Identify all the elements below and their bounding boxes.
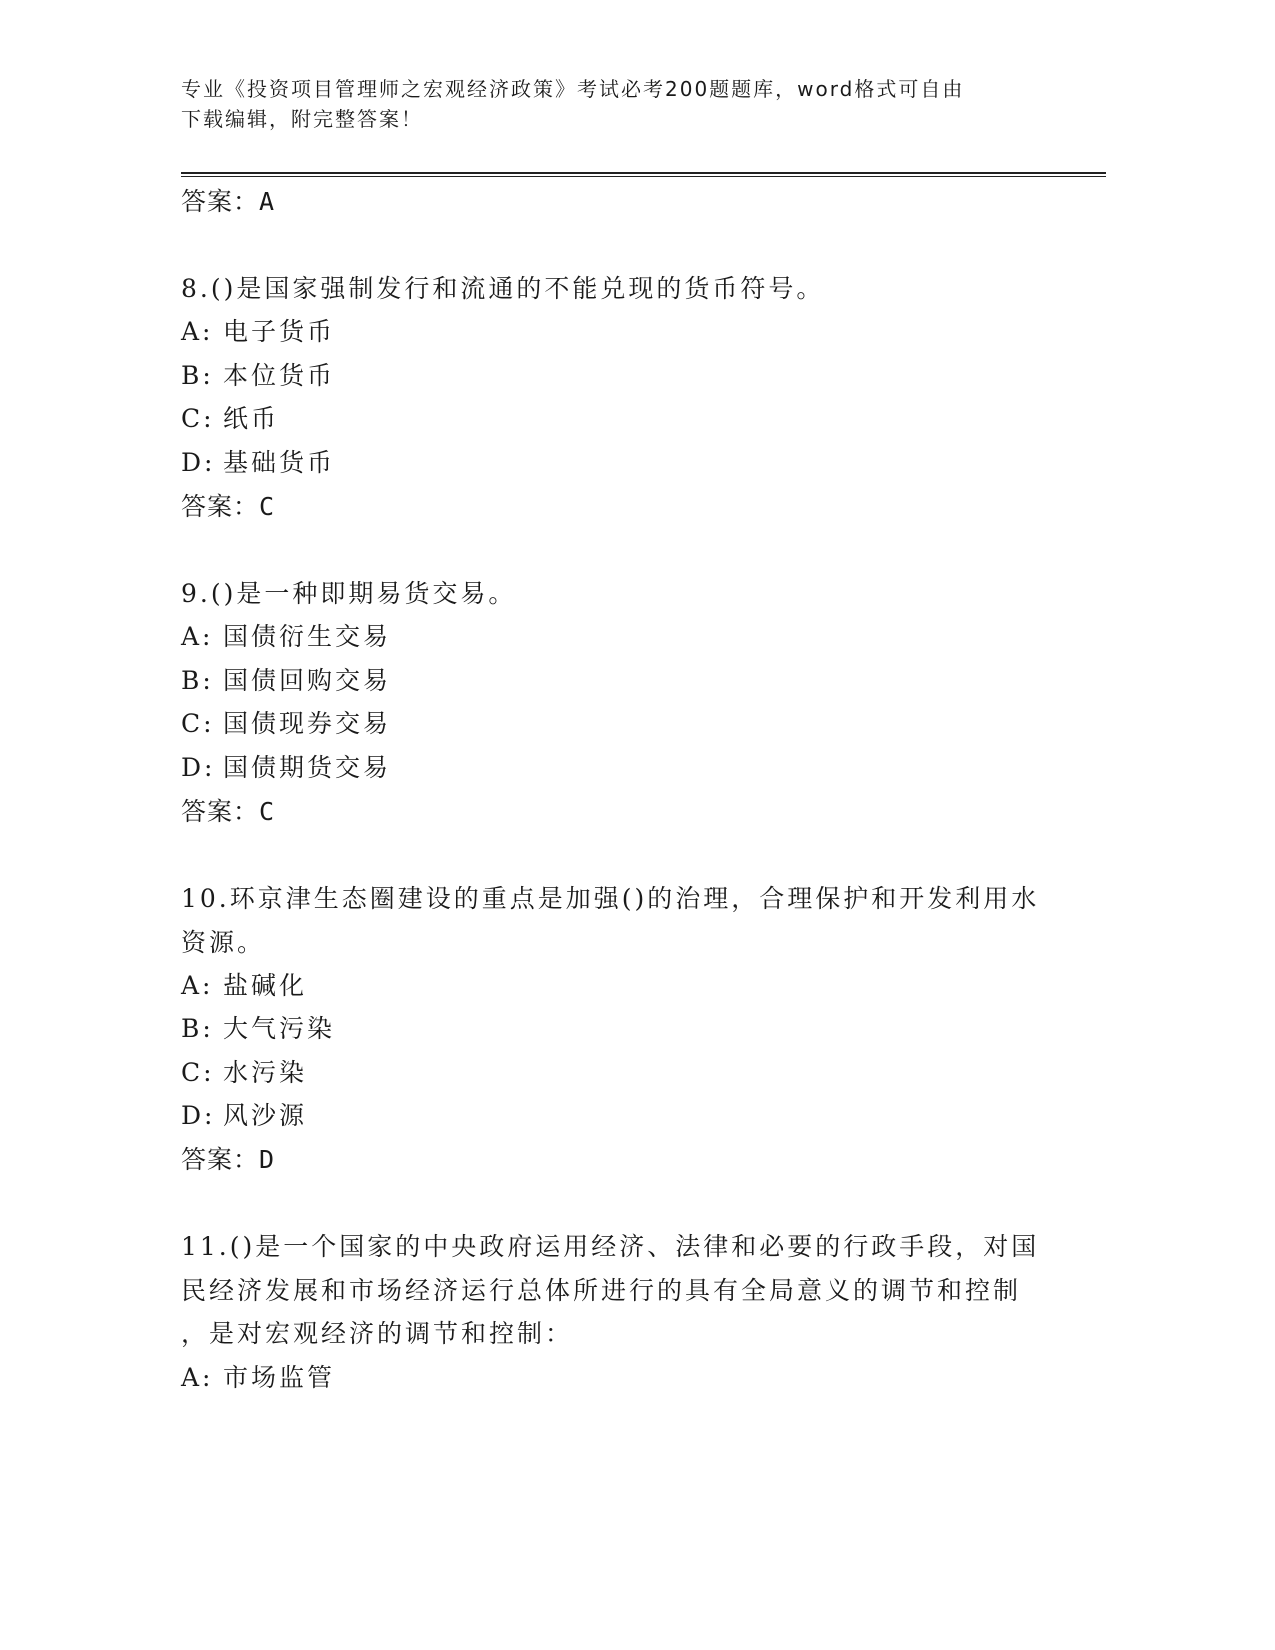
question-stem: 10.环京津生态圈建设的重点是加强()的治理，合理保护和开发利用水 — [181, 884, 1040, 913]
option-letter: C: — [181, 709, 215, 738]
option-d — [181, 447, 335, 479]
answer-value: D — [259, 1145, 276, 1174]
option-d — [181, 1100, 307, 1132]
option-text: 水污染 — [223, 1058, 308, 1087]
answer-label: 答案： — [181, 187, 260, 216]
header-line-1: 专业《投资项目管理师之宏观经济政策》考试必考200题题库，word格式可自由 — [181, 77, 965, 101]
option-letter: D: — [181, 753, 216, 782]
document-header — [181, 74, 1051, 134]
option-text: 纸币 — [223, 404, 280, 433]
answer-line — [181, 186, 275, 218]
option-a — [181, 316, 335, 348]
option-text: 市场监管 — [223, 1363, 336, 1392]
answer-value: C — [259, 492, 276, 521]
option-text: 国债现券交易 — [223, 709, 392, 738]
option-text: 国债期货交易 — [223, 753, 392, 782]
option-c — [181, 1057, 307, 1089]
question-stem: ，是对宏观经济的调节和控制： — [181, 1319, 574, 1348]
question-stem: 8.()是国家强制发行和流通的不能兑现的货币符号。 — [181, 274, 825, 303]
option-letter: A: — [181, 317, 214, 346]
option-c — [181, 403, 279, 435]
option-d — [181, 752, 391, 784]
option-a — [181, 970, 307, 1002]
option-letter: C: — [181, 404, 215, 433]
option-a — [181, 1362, 335, 1394]
question-stem: 民经济发展和市场经济运行总体所进行的具有全局意义的调节和控制 — [181, 1276, 1022, 1305]
option-a — [181, 621, 391, 653]
answer-label: 答案： — [181, 1145, 260, 1174]
option-letter: A: — [181, 622, 214, 651]
option-text: 大气污染 — [223, 1014, 336, 1043]
option-text: 风沙源 — [223, 1101, 308, 1130]
option-b — [181, 1013, 335, 1045]
option-letter: A: — [181, 1363, 214, 1392]
option-text: 国债衍生交易 — [223, 622, 392, 651]
answer-value: C — [259, 797, 276, 826]
option-letter: C: — [181, 1058, 215, 1087]
option-b — [181, 360, 335, 392]
header-line-2: 下载编辑，附完整答案！ — [181, 107, 423, 131]
option-text: 电子货币 — [223, 317, 336, 346]
option-text: 国债回购交易 — [223, 666, 392, 695]
header-divider — [181, 172, 1106, 177]
answer-value: A — [259, 187, 276, 216]
answer-label: 答案： — [181, 797, 260, 826]
option-c — [181, 708, 391, 740]
option-letter: D: — [181, 1101, 216, 1130]
option-b — [181, 665, 391, 697]
option-letter: B: — [181, 361, 214, 390]
question-stem: 11.()是一个国家的中央政府运用经济、法律和必要的行政手段，对国 — [181, 1232, 1040, 1261]
option-text: 本位货币 — [223, 361, 336, 390]
answer-line — [181, 491, 275, 523]
option-letter: B: — [181, 666, 214, 695]
answer-line — [181, 1144, 275, 1176]
option-text: 盐碱化 — [223, 971, 308, 1000]
option-letter: A: — [181, 971, 214, 1000]
question-stem: 9.()是一种即期易货交易。 — [181, 579, 517, 608]
option-letter: B: — [181, 1014, 214, 1043]
answer-line — [181, 796, 275, 828]
option-letter: D: — [181, 448, 216, 477]
answer-label: 答案： — [181, 492, 260, 521]
question-stem: 资源。 — [181, 928, 266, 957]
option-text: 基础货币 — [223, 448, 336, 477]
